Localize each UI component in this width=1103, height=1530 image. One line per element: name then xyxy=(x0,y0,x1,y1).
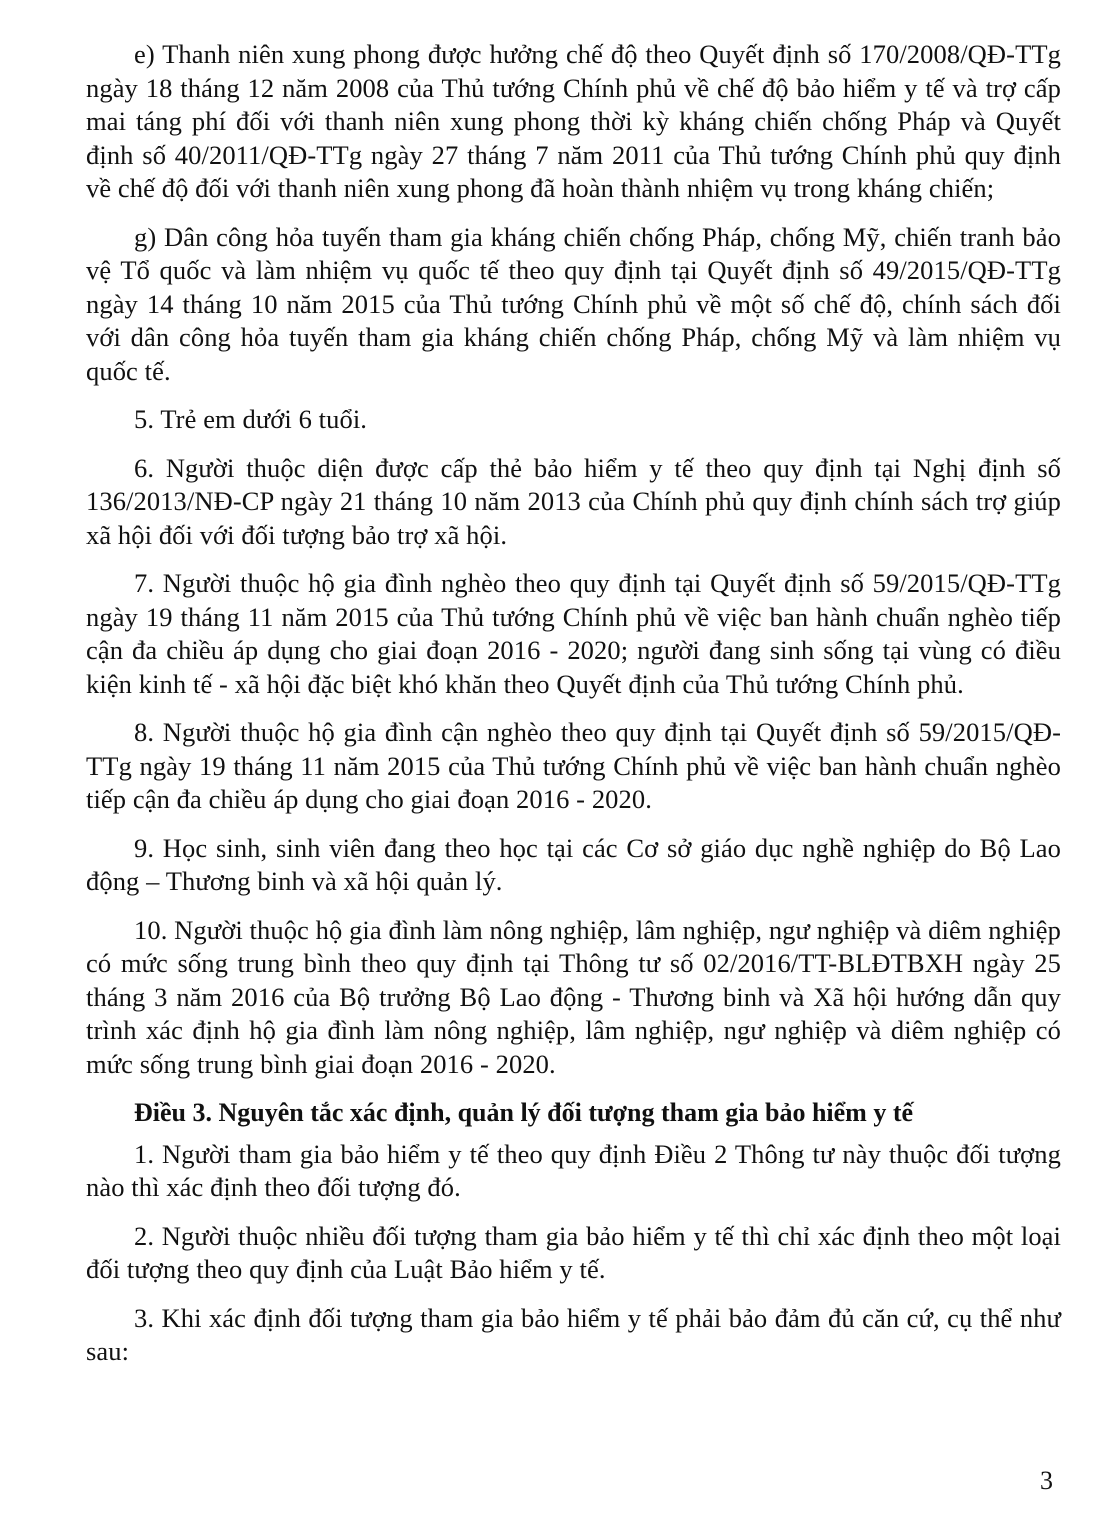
article-3-clause-1: 1. Người tham gia bảo hiểm y tế theo quy định Điều 2 Thông tư này thuộc đối tượng nào thì xác định theo đối tượng đó. xyxy=(86,1138,1061,1202)
paragraph-6-social-protection: 6. Người thuộc diện được cấp thẻ bảo hiểm y tế theo quy định tại Nghị định số 136/2013/NĐ-CP ngày 21 tháng 10 năm 2013 của Chính phủ quy định chính sách trợ giúp xã hội đối với đối tượng bảo trợ xã hội. xyxy=(86,452,1061,550)
paragraph-10-average-living-standard: 10. Người thuộc hộ gia đình làm nông nghiệp, lâm nghiệp, ngư nghiệp và diêm nghiệp có mức sống trung bình theo quy định tại Thông tư số 02/2016/TT-BLĐTBXH ngày 25 tháng 3 năm 2016 của Bộ trưởng Bộ Lao động - Thương binh và Xã hội hướng dẫn quy trình xác định hộ gia đình làm nông nghiệp, lâm nghiệp, ngư nghiệp và diêm nghiệp có mức sống trung bình giai đoạn 2016 - 2020. xyxy=(86,914,1061,1079)
paragraph-e-youth-volunteers: e) Thanh niên xung phong được hưởng chế độ theo Quyết định số 170/2008/QĐ-TTg ngày 18 tháng 12 năm 2008 của Thủ tướng Chính phủ về chế độ bảo hiểm y tế và trợ cấp mai táng phí đối với thanh niên xung phong thời kỳ kháng chiến chống Pháp và Quyết định số 40/2011/QĐ-TTg ngày 27 tháng 7 năm 2011 của Thủ tướng Chính phủ quy định về chế độ đối với thanh niên xung phong đã hoàn thành nhiệm vụ trong kháng chiến; xyxy=(86,39,1061,203)
paragraph-9-vocational-students: 9. Học sinh, sinh viên đang theo học tại các Cơ sở giáo dục nghề nghiệp do Bộ Lao động – Thương binh và xã hội quản lý. xyxy=(86,832,1061,896)
article-3-heading: Điều 3. Nguyên tắc xác định, quản lý đối tượng tham gia bảo hiểm y tế xyxy=(134,1098,914,1127)
paragraph-g-frontline-laborers: g) Dân công hỏa tuyến tham gia kháng chiến chống Pháp, chống Mỹ, chiến tranh bảo vệ Tổ quốc và làm nhiệm vụ quốc tế theo quy định tại Quyết định số 49/2015/QĐ-TTg ngày 14 tháng 10 năm 2015 của Thủ tướng Chính phủ về một số chế độ, chính sách đối với dân công hỏa tuyến tham gia kháng chiến chống Pháp, chống Mỹ và làm nhiệm vụ quốc tế. xyxy=(86,221,1061,386)
paragraph-5-children: 5. Trẻ em dưới 6 tuổi. xyxy=(134,404,368,434)
paragraph-8-near-poor-households: 8. Người thuộc hộ gia đình cận nghèo theo quy định tại Quyết định số 59/2015/QĐ-TTg ngày 19 tháng 11 năm 2015 của Thủ tướng Chính phủ về việc ban hành chuẩn nghèo tiếp cận đa chiều áp dụng cho giai đoạn 2016 - 2020. xyxy=(86,717,1061,814)
article-3-clause-3: 3. Khi xác định đối tượng tham gia bảo hiểm y tế phải bảo đảm đủ căn cứ, cụ thể như sau: xyxy=(86,1302,1061,1366)
article-3-clause-2: 2. Người thuộc nhiều đối tượng tham gia bảo hiểm y tế thì chỉ xác định theo một loại đối tượng theo quy định của Luật Bảo hiểm y tế. xyxy=(86,1220,1061,1284)
document-body xyxy=(86,38,1061,1384)
paragraph-7-poor-households: 7. Người thuộc hộ gia đình nghèo theo quy định tại Quyết định số 59/2015/QĐ-TTg ngày 19 tháng 11 năm 2015 của Thủ tướng Chính phủ về việc ban hành chuẩn nghèo tiếp cận đa chiều áp dụng cho giai đoạn 2016 - 2020; người đang sinh sống tại vùng có điều kiện kinh tế - xã hội đặc biệt khó khăn theo Quyết định của Thủ tướng Chính phủ. xyxy=(86,568,1061,699)
page-number: 3 xyxy=(1040,1466,1053,1495)
